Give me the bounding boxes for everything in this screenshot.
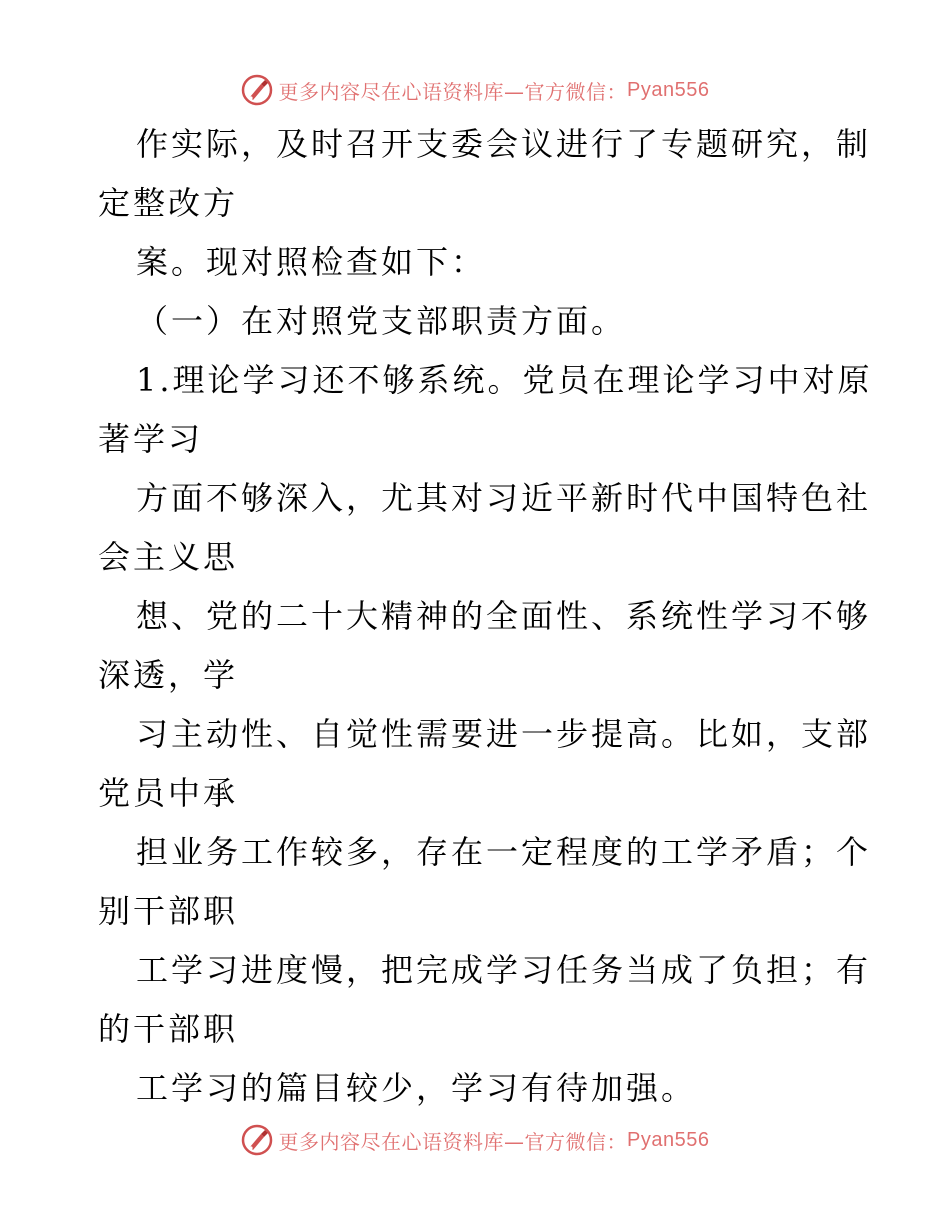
- paragraph-line: 担业务工作较多，存在一定程度的工学矛盾；个: [136, 833, 872, 871]
- section-heading: （一）在对照党支部职责方面。: [136, 302, 627, 340]
- pen-logo-icon: [241, 74, 273, 106]
- paragraph-line: 的干部职: [98, 1010, 239, 1048]
- paragraph-line: 工学习进度慢，把完成学习任务当成了负担；有: [136, 951, 872, 989]
- watermark-text: 更多内容尽在心语资料库—官方微信：: [278, 79, 628, 104]
- paragraph-line: 1.理论学习还不够系统。党员在理论学习中对原: [136, 361, 873, 399]
- watermark-wechat-id: Pyan556: [627, 78, 710, 101]
- paragraph-line: 党员中承: [98, 774, 239, 812]
- paragraph-line: 定整改方: [98, 184, 239, 222]
- paragraph-line: 深透，学: [98, 656, 239, 694]
- paragraph-line: 别干部职: [98, 892, 239, 930]
- watermark-footer: [0, 1120, 950, 1160]
- paragraph-line: 习主动性、自觉性需要进一步提高。比如，支部: [136, 715, 872, 753]
- paragraph-line: 想、党的二十大精神的全面性、系统性学习不够: [136, 597, 872, 635]
- paragraph-line: 工学习的篇目较少，学习有待加强。: [136, 1069, 697, 1107]
- watermark-wechat-id: Pyan556: [627, 1128, 710, 1151]
- watermark-header: [0, 70, 950, 110]
- paragraph-line: 著学习: [98, 420, 204, 458]
- paragraph-line: 方面不够深入，尤其对习近平新时代中国特色社: [136, 479, 872, 517]
- paragraph-line: 会主义思: [98, 538, 239, 576]
- watermark-text: 更多内容尽在心语资料库—官方微信：: [278, 1129, 628, 1154]
- paragraph-line: 案。现对照检查如下：: [136, 243, 487, 281]
- paragraph-line: 作实际，及时召开支委会议进行了专题研究，制: [136, 125, 872, 163]
- pen-logo-icon: [241, 1124, 273, 1156]
